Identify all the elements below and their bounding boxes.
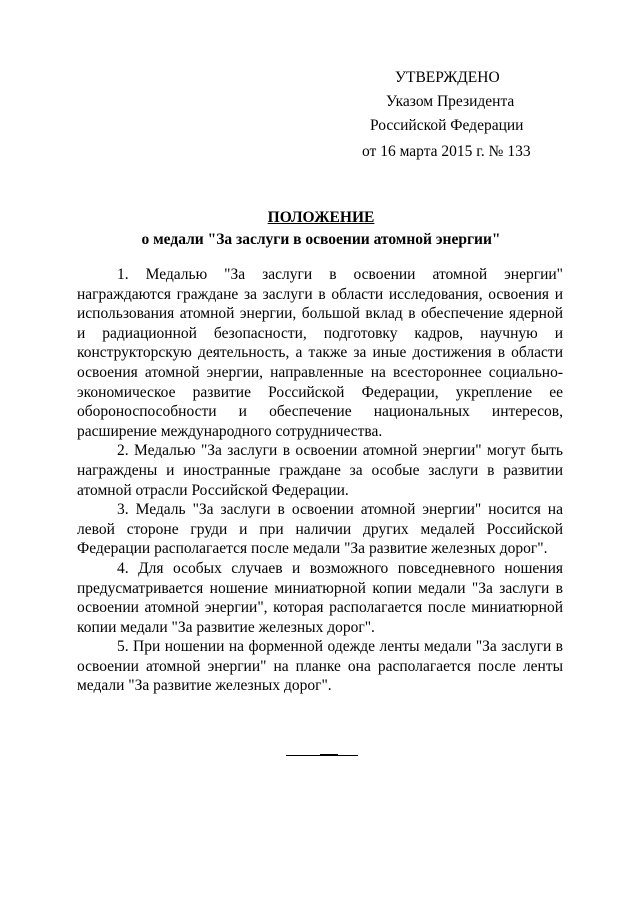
paragraph-4: 4. Для особых случаев и возможного повседневного ношения предусматривается ношение миниатюрной копии медали "За заслуги в освоении атомной энергии", которая располагается после миниатюрной копии медали "За развитие железных дорог". <box>77 559 563 636</box>
title-subheading: о медали "За заслуги в освоении атомной энергии" <box>141 231 501 248</box>
paragraph-1: 1. Медалью "За заслуги в освоении атомной энергии" награждаются граждане за заслуги в области исследования, освоения и использования атомной энергии, большой вклад в обеспечение ядерной и радиационной безопасности, подготовку кадров, научную и конструкторскую деятельность, а также за иные достижения в области освоения атомной энергии, направленные на всестороннее социально-экономическое развитие Российской Федерации, укрепление ее обороноспособности и обеспечение национальных интересов, расширение международного сотрудничества. <box>77 266 563 440</box>
paragraph-5: 5. При ношении на форменной одежде ленты медали "За заслуги в освоении атомной энергии" на планке она располагается после ленты медали "За развитие железных дорог". <box>77 638 563 695</box>
approval-country: Российской Федерации <box>370 117 524 134</box>
paragraph-3: 3. Медаль "За заслуги в освоении атомной энергии" носится на левой стороне груди и при наличии других медалей Российской Федерации располагается после медали "За развитие железных дорог". <box>77 501 563 558</box>
document-body <box>77 265 563 696</box>
document-title <box>80 207 562 250</box>
end-divider-accent <box>320 754 338 756</box>
approval-approved: УТВЕРЖДЕНО <box>395 69 500 86</box>
paragraph-2: 2. Медалью "За заслуги в освоении атомной энергии" могут быть награждены и иностранные граждане за особые заслуги в развитии атомной отрасли Российской Федерации. <box>77 442 563 499</box>
approval-by-decree: Указом Президента <box>386 93 515 110</box>
approval-stamp <box>356 66 556 164</box>
title-heading: ПОЛОЖЕНИЕ <box>267 209 375 226</box>
approval-date-number: от 16 марта 2015 г. № 133 <box>362 143 531 160</box>
